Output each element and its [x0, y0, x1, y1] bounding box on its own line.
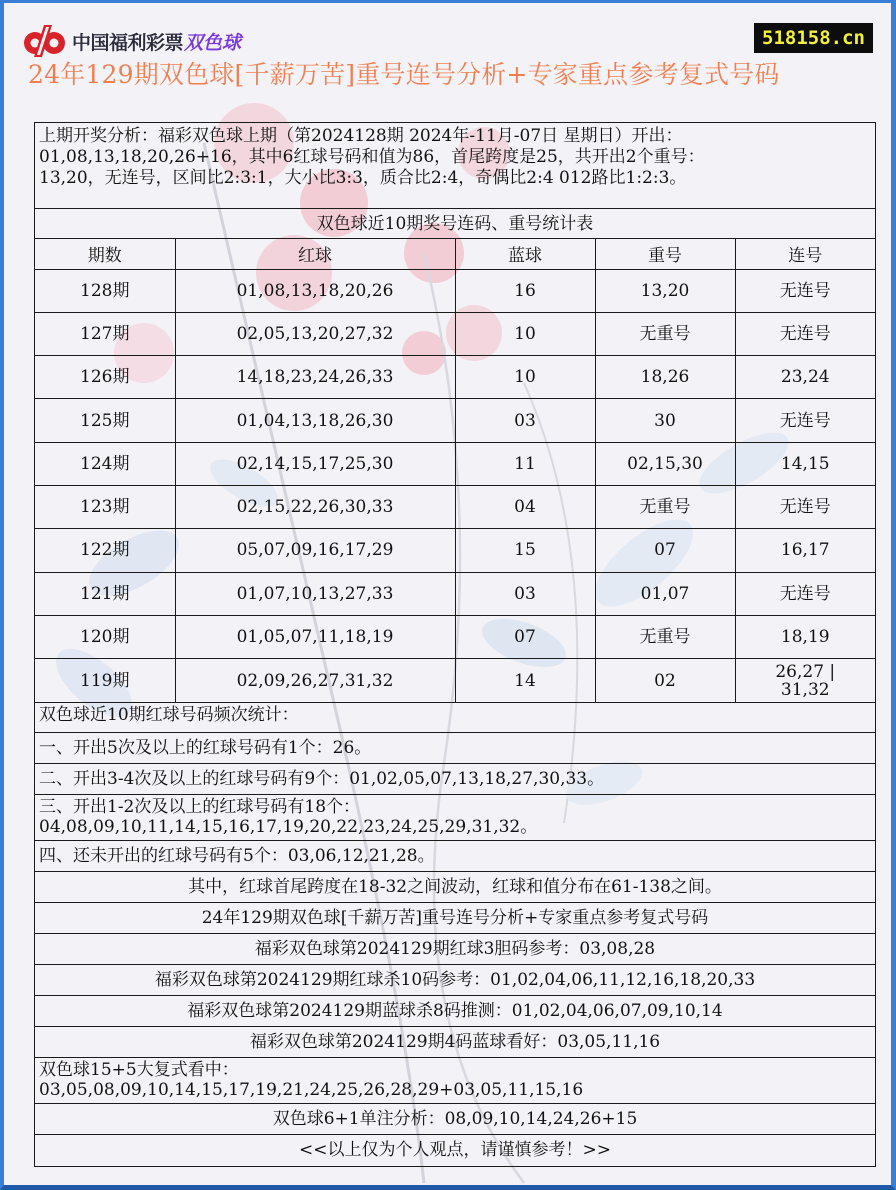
frequency-heading: 双色球近10期红球号码频次统计： [35, 703, 875, 733]
consecutive-line-2: 31,32 [780, 679, 830, 700]
repeat-cell: 07 [595, 529, 735, 572]
period-cell: 120期 [35, 615, 175, 658]
single-bet-analysis: 双色球6+1单注分析：08,09,10,14,24,26+15 [35, 1104, 875, 1135]
welfare-lottery-logo-icon [22, 23, 68, 59]
red-balls-cell: 01,08,13,18,20,26 [175, 269, 455, 312]
logo-text: 中国福利彩票 [72, 31, 184, 54]
repeat-cell: 01,07 [595, 572, 735, 615]
repeat-cell: 30 [595, 399, 735, 442]
red-balls-cell: 02,05,13,20,27,32 [175, 312, 455, 355]
frequency-item-3 [35, 795, 875, 841]
consecutive-cell: 16,17 [735, 529, 875, 572]
frequency-item-4: 四、还未开出的红球号码有5个：03,06,12,21,28。 [35, 841, 875, 872]
table-row [35, 312, 875, 355]
frequency-item-3-numbers: 04,08,09,10,11,14,15,16,17,19,20,22,23,24,25,29,31,32。 [39, 816, 538, 837]
period-cell: 119期 [35, 659, 175, 702]
blue-ball-cell: 11 [455, 442, 595, 485]
analysis-line-3: 13,20，无连号，区间比2:3:1，大小比3:3，质合比2:4，奇偶比2:4 012路比1:2:3。 [39, 168, 687, 188]
table-row [35, 356, 875, 399]
column-header-repeat: 重号 [595, 239, 735, 269]
red-balls-cell: 14,18,23,24,26,33 [175, 356, 455, 399]
consecutive-cell: 无连号 [735, 399, 875, 442]
table-header-row [35, 239, 875, 269]
consecutive-cell: 无连号 [735, 312, 875, 355]
repeat-cell: 13,20 [595, 269, 735, 312]
repeat-cell: 02 [595, 659, 735, 702]
period-cell: 127期 [35, 312, 175, 355]
blue-ball-cell: 04 [455, 485, 595, 528]
stats-table-wrapper [35, 239, 875, 703]
period-cell: 126期 [35, 356, 175, 399]
period-cell: 128期 [35, 269, 175, 312]
repeat-cell: 18,26 [595, 356, 735, 399]
consecutive-cell: 14,15 [735, 442, 875, 485]
blue-ball-cell: 10 [455, 312, 595, 355]
blue-ball-cell: 10 [455, 356, 595, 399]
consecutive-cell: 18,19 [735, 615, 875, 658]
red-balls-cell: 01,05,07,11,18,19 [175, 615, 455, 658]
logo-product-name: 双色球 [184, 31, 242, 54]
table-row [35, 485, 875, 528]
frequency-item-2: 二、开出3-4次及以上的红球号码有9个：01,02,05,07,13,18,27,30,33。 [35, 764, 875, 795]
blue-ball-cell: 15 [455, 529, 595, 572]
blue-ball-cell: 03 [455, 399, 595, 442]
table-row [35, 399, 875, 442]
repeat-cell: 无重号 [595, 485, 735, 528]
site-badge[interactable]: 518158.cn [754, 23, 873, 53]
compound-pick [35, 1058, 875, 1104]
compound-pick-numbers: 03,05,08,09,10,14,15,17,19,21,24,25,26,28,29+03,05,11,15,16 [39, 1079, 584, 1100]
table-row [35, 442, 875, 485]
page-title: 24年129期双色球[千薪万苦]重号连号分析+专家重点参考复式号码 [28, 60, 780, 89]
red-balls-cell: 01,04,13,18,26,30 [175, 399, 455, 442]
page-header [4, 3, 891, 103]
table-row [35, 572, 875, 615]
red-balls-cell: 02,14,15,17,25,30 [175, 442, 455, 485]
frequency-item-3-label: 三、开出1-2次及以上的红球号码有18个： [39, 796, 361, 817]
blue-ball-cell: 03 [455, 572, 595, 615]
blue-kill-prediction: 福彩双色球第2024129期蓝球杀8码推测：01,02,04,06,07,09,10,14 [35, 996, 875, 1027]
red-balls-cell: 01,07,10,13,27,33 [175, 572, 455, 615]
column-header-period: 期数 [35, 239, 175, 269]
period-cell: 122期 [35, 529, 175, 572]
analysis-line-2: 01,08,13,18,20,26+16，其中6红球号码和值为86，首尾跨度是25，共开出2个重号： [39, 147, 705, 167]
previous-draw-analysis [35, 123, 875, 209]
red-kill-reference: 福彩双色球第2024129期红球杀10码参考：01,02,04,06,11,12,16,18,20,33 [35, 965, 875, 996]
period-cell: 124期 [35, 442, 175, 485]
blue-ball-cell: 16 [455, 269, 595, 312]
consecutive-cell: 无连号 [735, 269, 875, 312]
disclaimer: <<以上仅为个人观点，请谨慎参考！>> [299, 1139, 611, 1160]
blue-pick-recommendation: 福彩双色球第2024129期4码蓝球看好：03,05,11,16 [35, 1027, 875, 1058]
table-row [35, 529, 875, 572]
repeat-cell: 02,15,30 [595, 442, 735, 485]
repeat-cell: 无重号 [595, 312, 735, 355]
blue-ball-cell: 14 [455, 659, 595, 702]
analysis-line-1: 上期开奖分析：福彩双色球上期（第2024128期 2024年-11月-07日 星期日）开出： [39, 126, 683, 146]
consecutive-cell: 无连号 [735, 572, 875, 615]
period-cell: 123期 [35, 485, 175, 528]
blue-ball-cell: 07 [455, 615, 595, 658]
lottery-logo [22, 23, 241, 59]
red-balls-cell: 02,09,26,27,31,32 [175, 659, 455, 702]
consecutive-cell: 23,24 [735, 356, 875, 399]
consecutive-line-1: 26,27 | [775, 661, 836, 682]
table-row [35, 269, 875, 312]
period-cell: 125期 [35, 399, 175, 442]
analysis-content [34, 122, 876, 1167]
red-balls-cell: 02,15,22,26,30,33 [175, 485, 455, 528]
stats-table [35, 239, 875, 702]
column-header-red-balls: 红球 [175, 239, 455, 269]
frequency-item-1: 一、开出5次及以上的红球号码有1个：26。 [35, 733, 875, 764]
table-row [35, 659, 875, 702]
column-header-consecutive: 连号 [735, 239, 875, 269]
compound-pick-label: 双色球15+5大复式看中： [39, 1059, 239, 1080]
red-balls-cell: 05,07,09,16,17,29 [175, 529, 455, 572]
range-note: 其中，红球首尾跨度在18-32之间波动，红球和值分布在61-138之间。 [35, 872, 875, 903]
red-dan-reference: 福彩双色球第2024129期红球3胆码参考：03,08,28 [35, 934, 875, 965]
stats-table-caption: 双色球近10期奖号连码、重号统计表 [35, 209, 875, 239]
period-cell: 121期 [35, 572, 175, 615]
consecutive-cell [735, 659, 875, 702]
consecutive-cell: 无连号 [735, 485, 875, 528]
column-header-blue-ball: 蓝球 [455, 239, 595, 269]
analysis-title-repeat: 24年129期双色球[千薪万苦]重号连号分析+专家重点参考复式号码 [35, 903, 875, 934]
table-row [35, 615, 875, 658]
repeat-cell: 无重号 [595, 615, 735, 658]
